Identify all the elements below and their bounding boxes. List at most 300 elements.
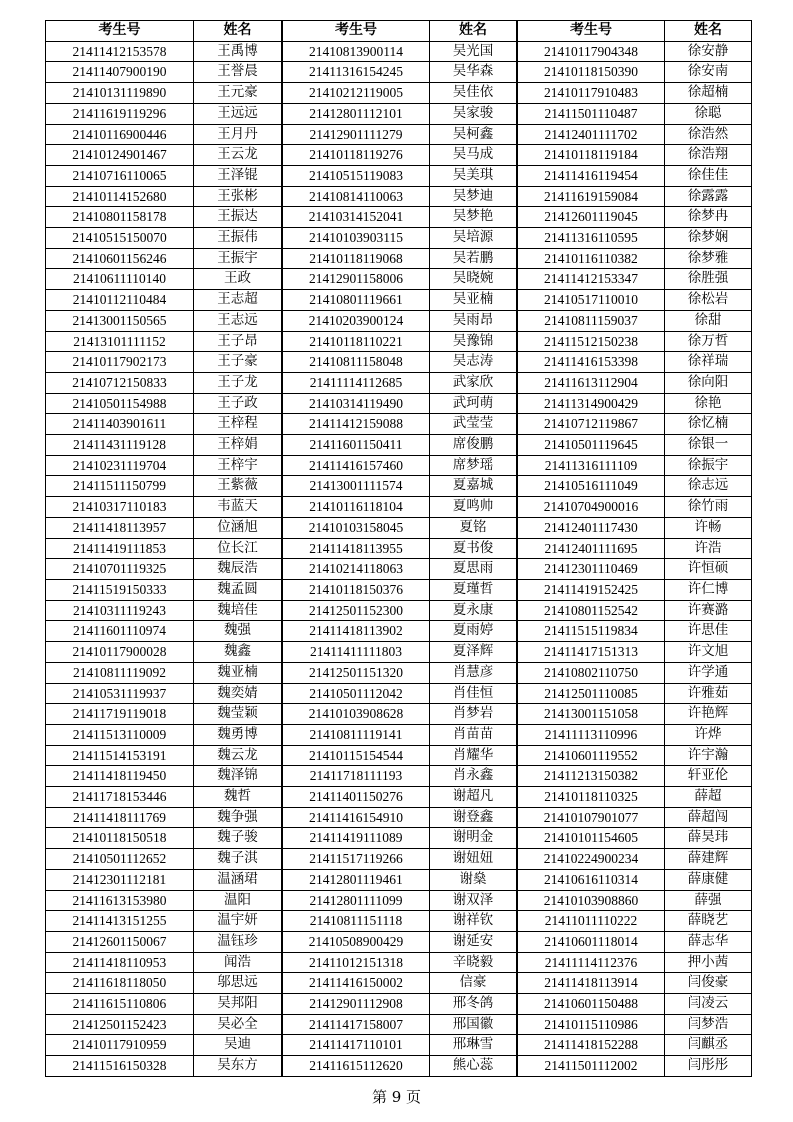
- exam-id-cell: 21410231119704: [46, 455, 194, 476]
- exam-id-cell: 21411516150328: [46, 1056, 194, 1077]
- table-row: [46, 662, 282, 683]
- table-row: [46, 1035, 282, 1056]
- table-row: [518, 745, 752, 766]
- table-row: [283, 642, 517, 663]
- table-row: [283, 849, 517, 870]
- exam-id-cell: 21410118110221: [283, 331, 430, 352]
- exam-id-cell: 21410118150390: [518, 62, 665, 83]
- name-cell: 王元豪: [194, 83, 282, 104]
- name-cell: 许赛潞: [665, 600, 752, 621]
- name-cell: 吴亚楠: [430, 290, 517, 311]
- exam-id-cell: 21412601119045: [518, 207, 665, 228]
- exam-id-cell: 21411431119128: [46, 435, 194, 456]
- exam-id-cell: 21411601150411: [283, 435, 430, 456]
- table-row: [283, 994, 517, 1015]
- table-row: [46, 372, 282, 393]
- name-cell: 徐忆楠: [665, 414, 752, 435]
- table-row: [46, 994, 282, 1015]
- name-cell: 武莹莹: [430, 414, 517, 435]
- exam-id-cell: 21410118110325: [518, 787, 665, 808]
- roster-column-2: [282, 20, 516, 1080]
- table-row: [283, 1056, 517, 1077]
- exam-id-cell: 21410501112042: [283, 683, 430, 704]
- exam-id-cell: 21411416153398: [518, 352, 665, 373]
- name-cell: 徐胜强: [665, 269, 752, 290]
- table-row: [283, 103, 517, 124]
- table-row: [283, 186, 517, 207]
- table-row: [283, 207, 517, 228]
- exam-id-cell: 21410224900234: [518, 849, 665, 870]
- exam-id-cell: 21410117902173: [46, 352, 194, 373]
- table-row: [283, 766, 517, 787]
- exam-id-cell: 21410212119005: [283, 83, 430, 104]
- name-cell: 押小茜: [665, 952, 752, 973]
- name-cell: 邬思远: [194, 973, 282, 994]
- name-cell: 许学通: [665, 662, 752, 683]
- table-row: [518, 952, 752, 973]
- table-row: [518, 476, 752, 497]
- name-cell: 王远远: [194, 103, 282, 124]
- exam-id-cell: 21412501151320: [283, 662, 430, 683]
- name-cell: 王振宇: [194, 248, 282, 269]
- name-cell: 魏哲: [194, 787, 282, 808]
- exam-id-cell: 21411601110974: [46, 621, 194, 642]
- exam-id-cell: 21412901158006: [283, 269, 430, 290]
- table-header-row: [46, 21, 282, 42]
- name-cell: 徐露露: [665, 186, 752, 207]
- table-row: [46, 331, 282, 352]
- table-row: [518, 559, 752, 580]
- exam-id-cell: 21410814110063: [283, 186, 430, 207]
- table-row: [46, 849, 282, 870]
- table-row: [46, 269, 282, 290]
- table-row: [518, 600, 752, 621]
- name-cell: 王政: [194, 269, 282, 290]
- table-row: [46, 497, 282, 518]
- exam-id-cell: 21411515119834: [518, 621, 665, 642]
- name-cell: 王禹博: [194, 41, 282, 62]
- name-cell: 谢延安: [430, 931, 517, 952]
- exam-id-cell: 21411416150002: [283, 973, 430, 994]
- header-name: 姓名: [430, 21, 517, 42]
- table-row: [46, 787, 282, 808]
- table-row: [46, 559, 282, 580]
- name-cell: 徐浩翔: [665, 145, 752, 166]
- table-header-row: [518, 21, 752, 42]
- name-cell: 徐银一: [665, 435, 752, 456]
- table-row: [46, 145, 282, 166]
- header-name: 姓名: [194, 21, 282, 42]
- exam-id-cell: 21411718111193: [283, 766, 430, 787]
- exam-id-cell: 21411412153347: [518, 269, 665, 290]
- table-row: [518, 103, 752, 124]
- table-row: [283, 559, 517, 580]
- exam-id-cell: 21410116900446: [46, 124, 194, 145]
- exam-id-cell: 21413001111574: [283, 476, 430, 497]
- name-cell: 王誉晨: [194, 62, 282, 83]
- name-cell: 夏泽辉: [430, 642, 517, 663]
- name-cell: 吴雨昂: [430, 310, 517, 331]
- name-cell: 吴豫锦: [430, 331, 517, 352]
- name-cell: 武珂萌: [430, 393, 517, 414]
- exam-id-cell: 21411619159084: [518, 186, 665, 207]
- name-cell: 信豪: [430, 973, 517, 994]
- exam-id-cell: 21411514153191: [46, 745, 194, 766]
- name-cell: 闫凌云: [665, 994, 752, 1015]
- table-row: [46, 228, 282, 249]
- exam-id-cell: 21411615110806: [46, 994, 194, 1015]
- header-exam-id: 考生号: [46, 21, 194, 42]
- exam-id-cell: 21411618118050: [46, 973, 194, 994]
- exam-id-cell: 21410124901467: [46, 145, 194, 166]
- name-cell: 王梓娟: [194, 435, 282, 456]
- name-cell: 魏勇博: [194, 724, 282, 745]
- name-cell: 位涵旭: [194, 517, 282, 538]
- exam-id-cell: 21411401150276: [283, 787, 430, 808]
- exam-id-cell: 21410616110314: [518, 869, 665, 890]
- table-row: [46, 952, 282, 973]
- exam-id-cell: 21410811159037: [518, 310, 665, 331]
- name-cell: 王梓程: [194, 414, 282, 435]
- name-cell: 吴柯鑫: [430, 124, 517, 145]
- exam-id-cell: 21410203900124: [283, 310, 430, 331]
- table-row: [46, 41, 282, 62]
- table-row: [518, 41, 752, 62]
- exam-id-cell: 21410311119243: [46, 600, 194, 621]
- exam-id-cell: 21410118150518: [46, 828, 194, 849]
- exam-id-cell: 21410516111049: [518, 476, 665, 497]
- exam-id-cell: 21411417151313: [518, 642, 665, 663]
- exam-id-cell: 21411416157460: [283, 455, 430, 476]
- name-cell: 吴光国: [430, 41, 517, 62]
- name-cell: 吴若鹏: [430, 248, 517, 269]
- exam-id-cell: 21411419111089: [283, 828, 430, 849]
- exam-id-cell: 21412901111279: [283, 124, 430, 145]
- table-row: [518, 849, 752, 870]
- exam-id-cell: 21410704900016: [518, 497, 665, 518]
- table-row: [518, 787, 752, 808]
- table-row: [518, 807, 752, 828]
- name-cell: 吴邦阳: [194, 994, 282, 1015]
- name-cell: 闫彤彤: [665, 1056, 752, 1077]
- exam-id-cell: 21411011110222: [518, 911, 665, 932]
- exam-id-cell: 21411407900190: [46, 62, 194, 83]
- exam-id-cell: 21410115154544: [283, 745, 430, 766]
- table-row: [518, 538, 752, 559]
- table-row: [283, 393, 517, 414]
- table-row: [518, 994, 752, 1015]
- exam-id-cell: 21410118119068: [283, 248, 430, 269]
- name-cell: 许宇瀚: [665, 745, 752, 766]
- table-row: [283, 62, 517, 83]
- table-row: [283, 455, 517, 476]
- table-row: [46, 476, 282, 497]
- exam-id-cell: 21410101154605: [518, 828, 665, 849]
- table-row: [46, 807, 282, 828]
- exam-id-cell: 21410601119552: [518, 745, 665, 766]
- name-cell: 魏亚楠: [194, 662, 282, 683]
- name-cell: 席梦瑶: [430, 455, 517, 476]
- name-cell: 肖佳恒: [430, 683, 517, 704]
- roster-table: [45, 20, 282, 1077]
- table-row: [518, 124, 752, 145]
- table-row: [46, 973, 282, 994]
- name-cell: 吴培源: [430, 228, 517, 249]
- name-cell: 谢燊: [430, 869, 517, 890]
- table-row: [46, 103, 282, 124]
- name-cell: 温宇妍: [194, 911, 282, 932]
- exam-id-cell: 21410103908860: [518, 890, 665, 911]
- exam-id-cell: 21411418119450: [46, 766, 194, 787]
- table-row: [518, 931, 752, 952]
- table-row: [518, 704, 752, 725]
- table-row: [518, 869, 752, 890]
- name-cell: 魏莹颖: [194, 704, 282, 725]
- exam-id-cell: 21411316110595: [518, 228, 665, 249]
- name-cell: 夏永康: [430, 600, 517, 621]
- name-cell: 谢登鑫: [430, 807, 517, 828]
- name-cell: 谢祥钦: [430, 911, 517, 932]
- name-cell: 魏子骏: [194, 828, 282, 849]
- table-row: [283, 973, 517, 994]
- exam-id-cell: 21412501152300: [283, 600, 430, 621]
- exam-id-cell: 21410801119661: [283, 290, 430, 311]
- name-cell: 肖耀华: [430, 745, 517, 766]
- exam-id-cell: 21411316154245: [283, 62, 430, 83]
- name-cell: 王志远: [194, 310, 282, 331]
- exam-id-cell: 21410131119890: [46, 83, 194, 104]
- table-row: [518, 145, 752, 166]
- table-row: [283, 662, 517, 683]
- name-cell: 夏书俊: [430, 538, 517, 559]
- name-cell: 肖永鑫: [430, 766, 517, 787]
- exam-id-cell: 21410115110986: [518, 1014, 665, 1035]
- exam-id-cell: 21411419152425: [518, 579, 665, 600]
- exam-id-cell: 21410214118063: [283, 559, 430, 580]
- exam-id-cell: 21410601118014: [518, 931, 665, 952]
- table-row: [518, 165, 752, 186]
- name-cell: 夏雨婷: [430, 621, 517, 642]
- name-cell: 邢国徽: [430, 1014, 517, 1035]
- name-cell: 吴家骏: [430, 103, 517, 124]
- exam-id-cell: 21410103158045: [283, 517, 430, 538]
- exam-id-cell: 21410117910959: [46, 1035, 194, 1056]
- table-row: [518, 724, 752, 745]
- exam-id-cell: 21410118119184: [518, 145, 665, 166]
- exam-id-cell: 21410501119645: [518, 435, 665, 456]
- name-cell: 闫麒丞: [665, 1035, 752, 1056]
- exam-id-cell: 21410601150488: [518, 994, 665, 1015]
- table-row: [283, 745, 517, 766]
- table-row: [518, 186, 752, 207]
- name-cell: 徐聪: [665, 103, 752, 124]
- exam-id-cell: 21412801111099: [283, 890, 430, 911]
- table-row: [46, 248, 282, 269]
- table-row: [283, 331, 517, 352]
- name-cell: 夏鸣帅: [430, 497, 517, 518]
- name-cell: 徐甜: [665, 310, 752, 331]
- table-row: [46, 414, 282, 435]
- name-cell: 王泽锟: [194, 165, 282, 186]
- table-row: [518, 248, 752, 269]
- exam-id-cell: 21411012151318: [283, 952, 430, 973]
- exam-id-cell: 21410116110382: [518, 248, 665, 269]
- exam-id-cell: 21410116118104: [283, 497, 430, 518]
- name-cell: 魏奕婧: [194, 683, 282, 704]
- name-cell: 韦蓝天: [194, 497, 282, 518]
- table-row: [283, 1014, 517, 1035]
- name-cell: 吴梦艳: [430, 207, 517, 228]
- table-row: [283, 290, 517, 311]
- name-cell: 吴华森: [430, 62, 517, 83]
- table-row: [46, 310, 282, 331]
- table-row: [46, 890, 282, 911]
- table-row: [518, 766, 752, 787]
- table-row: [283, 1035, 517, 1056]
- name-cell: 徐安南: [665, 62, 752, 83]
- name-cell: 武家欣: [430, 372, 517, 393]
- table-row: [283, 517, 517, 538]
- table-row: [518, 828, 752, 849]
- exam-id-cell: 21410801158178: [46, 207, 194, 228]
- page-number: 第 9 页: [371, 1088, 422, 1106]
- name-cell: 王子龙: [194, 372, 282, 393]
- name-cell: 席俊鹏: [430, 435, 517, 456]
- name-cell: 夏铭: [430, 517, 517, 538]
- name-cell: 薛超: [665, 787, 752, 808]
- name-cell: 邢冬鸽: [430, 994, 517, 1015]
- table-row: [283, 911, 517, 932]
- table-row: [518, 83, 752, 104]
- table-row: [283, 145, 517, 166]
- name-cell: 谢双泽: [430, 890, 517, 911]
- name-cell: 温涵珺: [194, 869, 282, 890]
- exam-id-cell: 21412501110085: [518, 683, 665, 704]
- table-row: [46, 621, 282, 642]
- table-row: [283, 579, 517, 600]
- exam-id-cell: 21413001151058: [518, 704, 665, 725]
- exam-id-cell: 21410811119092: [46, 662, 194, 683]
- exam-id-cell: 21410811119141: [283, 724, 430, 745]
- exam-id-cell: 21410114152680: [46, 186, 194, 207]
- table-row: [518, 621, 752, 642]
- name-cell: 薛康健: [665, 869, 752, 890]
- exam-id-cell: 21410716110065: [46, 165, 194, 186]
- table-row: [46, 828, 282, 849]
- table-row: [518, 310, 752, 331]
- exam-id-cell: 21410813900114: [283, 41, 430, 62]
- table-row: [283, 41, 517, 62]
- name-cell: 许文旭: [665, 642, 752, 663]
- table-row: [518, 62, 752, 83]
- table-row: [46, 704, 282, 725]
- table-row: [46, 538, 282, 559]
- exam-id-cell: 21410314119490: [283, 393, 430, 414]
- table-row: [46, 435, 282, 456]
- table-row: [283, 124, 517, 145]
- table-row: [46, 455, 282, 476]
- table-row: [46, 600, 282, 621]
- exam-id-cell: 21411613153980: [46, 890, 194, 911]
- exam-id-cell: 21411113110996: [518, 724, 665, 745]
- exam-id-cell: 21410117900028: [46, 642, 194, 663]
- exam-id-cell: 21411411111803: [283, 642, 430, 663]
- table-row: [283, 310, 517, 331]
- name-cell: 薛昊玮: [665, 828, 752, 849]
- table-row: [518, 642, 752, 663]
- table-row: [46, 124, 282, 145]
- name-cell: 魏辰浩: [194, 559, 282, 580]
- roster-tables: [45, 20, 751, 1080]
- exam-id-cell: 21411413151255: [46, 911, 194, 932]
- exam-id-cell: 21410508900429: [283, 931, 430, 952]
- table-row: [518, 372, 752, 393]
- exam-id-cell: 21410515150070: [46, 228, 194, 249]
- table-row: [283, 372, 517, 393]
- name-cell: 许思佳: [665, 621, 752, 642]
- table-row: [46, 1014, 282, 1035]
- name-cell: 魏鑫: [194, 642, 282, 663]
- exam-id-cell: 21411501110487: [518, 103, 665, 124]
- name-cell: 谢妞妞: [430, 849, 517, 870]
- table-row: [518, 973, 752, 994]
- table-row: [283, 352, 517, 373]
- name-cell: 许艳辉: [665, 704, 752, 725]
- name-cell: 徐向阳: [665, 372, 752, 393]
- name-cell: 薛超闯: [665, 807, 752, 828]
- name-cell: 吴晓婉: [430, 269, 517, 290]
- exam-id-cell: 21410712119867: [518, 414, 665, 435]
- table-row: [46, 869, 282, 890]
- exam-id-cell: 21410117910483: [518, 83, 665, 104]
- name-cell: 徐浩然: [665, 124, 752, 145]
- exam-id-cell: 21411418113914: [518, 973, 665, 994]
- exam-id-cell: 21411213150382: [518, 766, 665, 787]
- exam-id-cell: 21411418110953: [46, 952, 194, 973]
- exam-id-cell: 21410712150833: [46, 372, 194, 393]
- table-row: [283, 683, 517, 704]
- exam-id-cell: 21410501154988: [46, 393, 194, 414]
- name-cell: 吴东方: [194, 1056, 282, 1077]
- exam-id-cell: 21412801119461: [283, 869, 430, 890]
- table-row: [518, 890, 752, 911]
- table-row: [518, 1035, 752, 1056]
- exam-id-cell: 21412401117430: [518, 517, 665, 538]
- name-cell: 徐志远: [665, 476, 752, 497]
- table-row: [283, 704, 517, 725]
- table-row: [283, 807, 517, 828]
- exam-id-cell: 21410802110750: [518, 662, 665, 683]
- table-row: [283, 248, 517, 269]
- table-row: [46, 642, 282, 663]
- table-row: [518, 207, 752, 228]
- table-header-row: [283, 21, 517, 42]
- name-cell: 温阳: [194, 890, 282, 911]
- name-cell: 徐梦雅: [665, 248, 752, 269]
- name-cell: 薛强: [665, 890, 752, 911]
- table-row: [283, 228, 517, 249]
- name-cell: 徐梦娴: [665, 228, 752, 249]
- name-cell: 许浩: [665, 538, 752, 559]
- table-row: [518, 497, 752, 518]
- name-cell: 吴必全: [194, 1014, 282, 1035]
- exam-id-cell: 21411417158007: [283, 1014, 430, 1035]
- table-row: [283, 497, 517, 518]
- roster-table: [282, 20, 517, 1077]
- table-row: [283, 724, 517, 745]
- name-cell: 吴迪: [194, 1035, 282, 1056]
- name-cell: 邢琳雪: [430, 1035, 517, 1056]
